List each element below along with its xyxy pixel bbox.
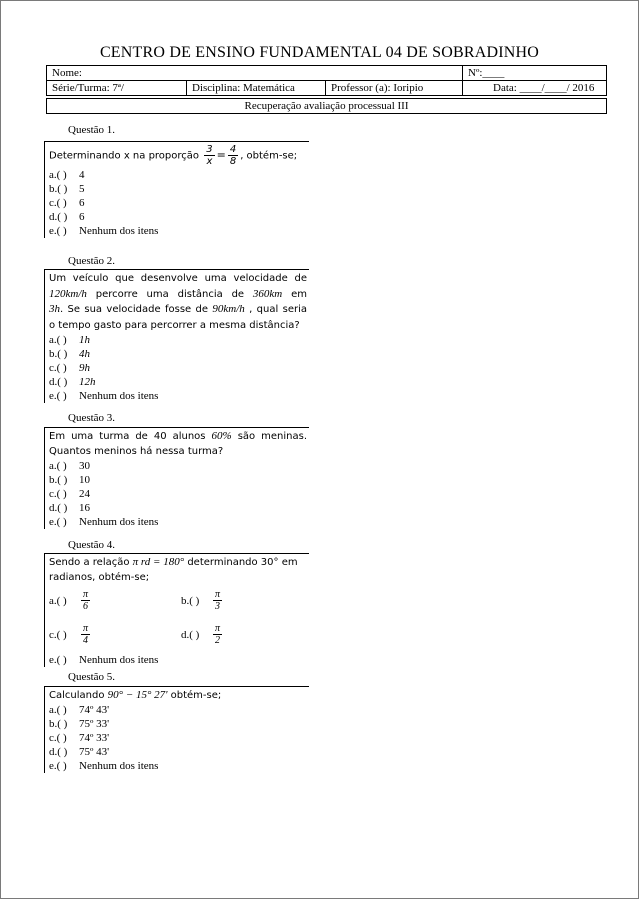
question-4-stem <box>45 554 309 585</box>
question-2-line-2: 120km/h percorre uma distância de 360km em <box>49 287 307 300</box>
fraction-pi-2: $\frac{\pi}{2}$ <box>215 623 221 646</box>
option-c[interactable]: c.( ) $\frac{\pi}{4}$ <box>49 623 89 646</box>
question-2-stem <box>45 270 309 333</box>
option-a[interactable]: a.( ) $\frac{\pi}{6}$ <box>49 589 89 612</box>
serie-field[interactable]: Série/Turma: 7ª/ <box>52 82 124 94</box>
option-a[interactable]: a.( ) 74º 43' <box>49 704 110 716</box>
question-4-line-2: radianos, obtém-se; <box>49 572 150 583</box>
question-3-options <box>45 459 309 529</box>
fraction-pi-3: $\frac{\pi}{3}$ <box>215 589 221 612</box>
option-d[interactable]: d.( ) 6 <box>49 211 85 223</box>
question-1-text: Determinando x na proporção <box>49 150 200 162</box>
question-3-line-1: Em uma turma de 40 alunos 60% são meninas. <box>49 430 308 442</box>
option-e[interactable]: e.( ) Nenhum dos itens <box>49 760 159 772</box>
option-b[interactable]: b.( ) 5 <box>49 183 85 195</box>
option-e[interactable]: e.( ) Nenhum dos itens <box>49 390 159 402</box>
question-3-label: Questão 3. <box>68 412 116 424</box>
question-5-box <box>44 686 309 773</box>
number-field[interactable]: Nº:____ <box>462 66 606 80</box>
question-4-options <box>45 585 309 653</box>
teacher-field: Professor (a): Ioripio <box>325 81 462 95</box>
question-4-option-e-row <box>45 653 309 667</box>
option-a[interactable]: a.( ) 30 <box>49 460 90 472</box>
name-field[interactable]: Nome: <box>52 67 82 79</box>
question-2-line-1: Um veículo que desenvolve uma velocidade de <box>49 273 307 284</box>
discipline-field: Disciplina: Matemática <box>186 81 325 95</box>
option-b[interactable]: b.( ) 10 <box>49 474 90 486</box>
question-5-stem: Calculando 90° − 15° 27' obtém-se; <box>49 689 222 701</box>
option-d[interactable]: d.( ) 16 <box>49 502 90 514</box>
option-e[interactable]: e.( ) Nenhum dos itens <box>49 654 159 666</box>
question-4-box <box>44 553 309 667</box>
question-4-line-1: Sendo a relação π rd = 180° determinando 30° em <box>49 556 298 568</box>
option-d[interactable]: d.( ) 12h <box>49 376 96 388</box>
option-c[interactable]: c.( ) 9h <box>49 362 90 374</box>
option-a[interactable]: a.( ) 4 <box>49 169 85 181</box>
option-d[interactable]: d.( ) $\frac{\pi}{2}$ <box>181 623 221 646</box>
question-1-stem: Determinando x na proporção $\frac{3}{x}$ = $\frac{4}{8}$ , obtém-se; <box>49 144 298 167</box>
option-c[interactable]: c.( ) 74º 33' <box>49 732 110 744</box>
question-3-line-2: Quantos meninos há nessa turma? <box>49 445 224 457</box>
option-c[interactable]: c.( ) 6 <box>49 197 85 209</box>
question-1-options <box>45 167 309 238</box>
option-b[interactable]: b.( ) 75º 33' <box>49 718 110 730</box>
option-a[interactable]: a.( ) 1h <box>49 334 90 346</box>
question-2-line-4: o tempo gasto para percorrer a mesma distância? <box>49 319 300 331</box>
option-d[interactable]: d.( ) 75º 43' <box>49 746 110 758</box>
option-e[interactable]: e.( ) Nenhum dos itens <box>49 225 159 237</box>
option-b[interactable]: b.( ) $\frac{\pi}{3}$ <box>181 589 221 612</box>
header-table <box>46 65 607 96</box>
assessment-subtitle: Recuperação avaliação processual III <box>46 98 607 114</box>
question-3-stem <box>45 428 309 459</box>
question-2-box <box>44 269 309 403</box>
school-title: CENTRO DE ENSINO FUNDAMENTAL 04 DE SOBRADINHO <box>99 44 540 61</box>
option-e[interactable]: e.( ) Nenhum dos itens <box>49 516 159 528</box>
date-field[interactable]: Data: ____/____/ 2016 <box>462 81 606 95</box>
header-row-info <box>47 81 606 95</box>
fraction-left: $\frac{3}{x}$ <box>206 144 213 167</box>
question-2-options <box>45 333 309 403</box>
fraction-pi-4: $\frac{\pi}{4}$ <box>83 623 89 646</box>
question-1-label: Questão 1. <box>68 124 116 136</box>
fraction-right: $\frac{4}{8}$ <box>229 144 237 167</box>
question-3-box <box>44 427 309 529</box>
question-2-line-3: 3h. Se sua velocidade fosse de 90km/h , qual seria <box>49 303 307 315</box>
equals-sign: = <box>216 148 226 162</box>
header-row-name <box>47 66 606 81</box>
question-5-label: Questão 5. <box>68 671 116 683</box>
option-c[interactable]: c.( ) 24 <box>49 488 90 500</box>
fraction-pi-6: $\frac{\pi}{6}$ <box>83 589 89 612</box>
option-b[interactable]: b.( ) 4h <box>49 348 90 360</box>
question-2-label: Questão 2. <box>68 255 116 267</box>
question-1-box <box>44 141 309 238</box>
question-5-options <box>45 703 309 773</box>
question-4-label: Questão 4. <box>68 539 116 551</box>
